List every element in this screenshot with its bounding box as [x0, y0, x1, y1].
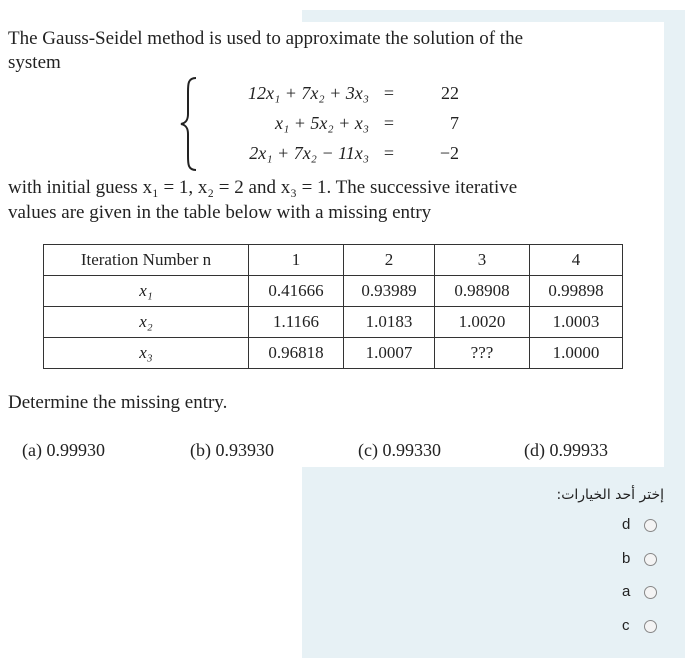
equations	[204, 78, 459, 168]
choice-d[interactable]	[600, 516, 666, 536]
table-header: 2	[344, 245, 435, 276]
table-cell: x₁	[139, 281, 153, 300]
option-b: (b) 0.93930	[190, 440, 274, 460]
table-cell: x₃	[139, 343, 153, 362]
equals: =	[383, 142, 395, 163]
table-cell: 1.0020	[435, 307, 530, 338]
radio-button[interactable]	[644, 519, 657, 532]
choice-a[interactable]	[600, 583, 666, 603]
radio-button[interactable]	[644, 586, 657, 599]
table-cell: 1.0007	[344, 338, 435, 369]
choice-label: c	[622, 617, 630, 634]
equation-rhs: 22	[441, 82, 459, 103]
table-cell: 1.1166	[249, 307, 344, 338]
question-intro: The Gauss-Seidel method is used to approximate the solution of the	[8, 28, 524, 49]
equals: =	[383, 82, 395, 103]
table-cell: 0.99898	[530, 276, 623, 307]
table-row	[44, 338, 623, 369]
table-cell: 0.98908	[435, 276, 530, 307]
equals: =	[383, 112, 395, 133]
equation-system	[178, 76, 478, 172]
table-cell: 1.0183	[344, 307, 435, 338]
question-prompt: Determine the missing entry.	[8, 392, 228, 413]
table-cell: 0.96818	[249, 338, 344, 369]
equation-lhs: x₁ + 5x₂ + x₃	[274, 112, 369, 133]
equation-rhs: −2	[439, 142, 459, 163]
choice-b[interactable]	[600, 550, 666, 570]
option-d: (d) 0.99933	[524, 440, 608, 460]
choice-label: d	[622, 516, 631, 533]
table-header: 3	[435, 245, 530, 276]
table-row	[44, 307, 623, 338]
radio-button[interactable]	[644, 620, 657, 633]
question-after-1: with initial guess x₁ = 1, x₂ = 2 and x₃ = 1. The successive iterative	[8, 177, 518, 198]
table-cell: x₂	[139, 312, 153, 331]
table-cell: 0.93989	[344, 276, 435, 307]
radio-button[interactable]	[644, 553, 657, 566]
table-cell: 0.41666	[249, 276, 344, 307]
equation-rhs: 7	[450, 112, 459, 133]
table-cell: ???	[435, 338, 530, 369]
table-cell: 1.0003	[530, 307, 623, 338]
table-header: 1	[249, 245, 344, 276]
table-cell: 1.0000	[530, 338, 623, 369]
table-row	[44, 276, 623, 307]
question-intro-2: system	[8, 52, 61, 73]
table-header: Iteration Number n	[44, 245, 249, 276]
table-header-row	[44, 245, 623, 276]
equation-lhs: 2x₁ + 7x₂ − 11x₃	[249, 142, 369, 163]
iteration-table	[43, 244, 623, 369]
brace-icon	[178, 76, 200, 172]
choose-label: إختر أحد الخيارات:	[556, 487, 664, 503]
equation-lhs: 12x₁ + 7x₂ + 3x₃	[247, 82, 369, 103]
table-header: 4	[530, 245, 623, 276]
choice-label: a	[622, 583, 631, 600]
option-a: (a) 0.99930	[22, 440, 105, 460]
option-c: (c) 0.99330	[358, 440, 441, 460]
question-after-2: values are given in the table below with a missing entry	[8, 202, 432, 223]
choice-label: b	[622, 550, 631, 567]
choice-c[interactable]	[600, 617, 666, 637]
